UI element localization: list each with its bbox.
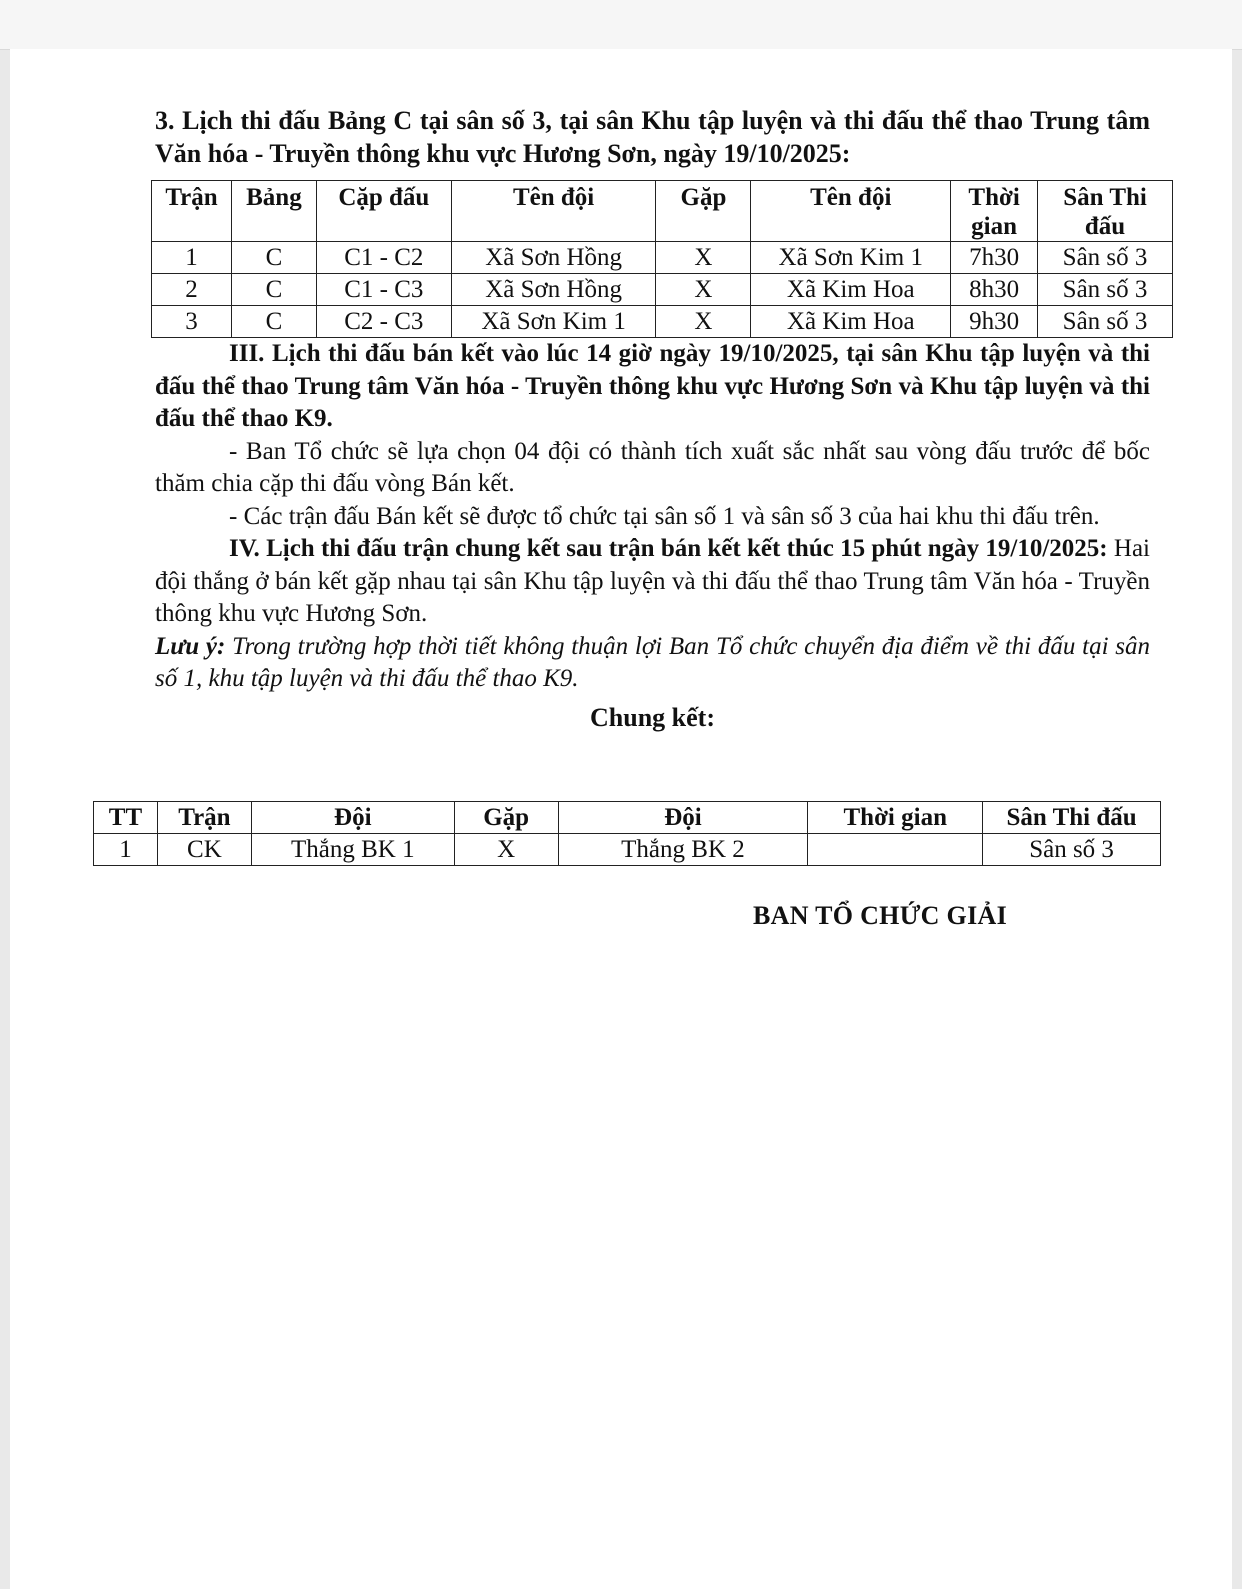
document-page [10, 49, 1232, 1589]
header-cell: Sân Thi đấu [983, 802, 1161, 834]
table-cell: 1 [152, 242, 232, 274]
header-cell: Sân Thi đấu [1038, 181, 1173, 242]
section3-heading: 3. Lịch thi đấu Bảng C tại sân số 3, tại sân Khu tập luyện và thi đấu thể thao Trung tâm Văn hóa - Truyền thông khu vực Hương Sơn, ngày 19/10/2025: [155, 106, 1150, 168]
table-cell: Xã Kim Hoa [751, 306, 951, 338]
header-cell: Đội [558, 802, 808, 834]
note-text: Trong trường hợp thời tiết không thuận lợi Ban Tổ chức chuyển địa điểm về thi đấu tại sân số 1, khu tập luyện và thi đấu thể thao K9. [155, 632, 1150, 692]
header-cell: Đội [251, 802, 454, 834]
table-cell: 8h30 [951, 274, 1038, 306]
top-bar [0, 0, 1242, 50]
table-cell: 9h30 [951, 306, 1038, 338]
table-cell: 7h30 [951, 242, 1038, 274]
final-match-table [93, 801, 1161, 866]
table-cell: Xã Sơn Hồng [451, 242, 656, 274]
table-cell: C [231, 242, 316, 274]
final-section-paragraph [155, 533, 1150, 631]
header-cell: Trận [157, 802, 251, 834]
note-label: Lưu ý: [155, 632, 226, 660]
table-cell: C [231, 274, 316, 306]
header-cell: Bảng [231, 181, 316, 242]
table-cell: C1 - C3 [316, 274, 451, 306]
table-cell: X [656, 306, 751, 338]
table-cell: Xã Sơn Kim 1 [451, 306, 656, 338]
table-header-row [152, 181, 1173, 242]
header-cell: Tên đội [751, 181, 951, 242]
header-cell: Trận [152, 181, 232, 242]
table-cell: Thắng BK 2 [558, 834, 808, 866]
table-cell: 3 [152, 306, 232, 338]
table-cell: C [231, 306, 316, 338]
table-cell: X [454, 834, 558, 866]
table-row [94, 834, 1161, 866]
table-cell: Xã Kim Hoa [751, 274, 951, 306]
table-cell [808, 834, 983, 866]
signature: BAN TỔ CHỨC GIẢI [753, 901, 1007, 930]
table-cell: X [656, 242, 751, 274]
table-row [152, 306, 1173, 338]
header-cell: Tên đội [451, 181, 656, 242]
table-cell: Thắng BK 1 [251, 834, 454, 866]
table-cell: Xã Sơn Hồng [451, 274, 656, 306]
table-cell: C1 - C2 [316, 242, 451, 274]
header-cell: Gặp [656, 181, 751, 242]
table-cell: Xã Sơn Kim 1 [751, 242, 951, 274]
table-cell: X [656, 274, 751, 306]
table-cell: 2 [152, 274, 232, 306]
table-cell: Sân số 3 [1038, 306, 1173, 338]
header-cell: Cặp đấu [316, 181, 451, 242]
header-cell: Thời gian [808, 802, 983, 834]
document-content [155, 104, 1150, 735]
table-header-row [94, 802, 1161, 834]
table-cell: 1 [94, 834, 158, 866]
table-cell: CK [157, 834, 251, 866]
table-cell: Sân số 3 [1038, 274, 1173, 306]
final-title: Chung kết: [590, 702, 715, 732]
table-row [152, 274, 1173, 306]
note-paragraph [155, 631, 1150, 696]
header-cell: TT [94, 802, 158, 834]
final-heading-rest: Hai đội thắng ở bán kết gặp nhau tại sân Khu tập luyện và thi đấu thể thao Trung tâm Văn hóa - Truyền thông khu vực Hương Sơn. [155, 535, 1150, 627]
header-cell: Gặp [454, 802, 558, 834]
final-heading: IV. Lịch thi đấu trận chung kết sau trận bán kết kết thúc 15 phút ngày 19/10/2025: [229, 535, 1108, 562]
semifinal-bullet-1: - Ban Tổ chức sẽ lựa chọn 04 đội có thành tích xuất sắc nhất sau vòng đấu trước để bốc thăm chia cặp thi đấu vòng Bán kết. [155, 437, 1150, 497]
semifinal-bullet-2: - Các trận đấu Bán kết sẽ được tổ chức tại sân số 1 và sân số 3 của hai khu thi đấu trên. [229, 502, 1100, 530]
table-cell: Sân số 3 [1038, 242, 1173, 274]
group-c-schedule-table [151, 180, 1173, 338]
semifinal-heading: III. Lịch thi đấu bán kết vào lúc 14 giờ ngày 19/10/2025, tại sân Khu tập luyện và thi đấu thể thao Trung tâm Văn hóa - Truyền thông khu vực Hương Sơn và Khu tập luyện và thi đấu thể thao K9. [155, 340, 1150, 432]
header-cell: Thời gian [951, 181, 1038, 242]
table-row [152, 242, 1173, 274]
table-cell: C2 - C3 [316, 306, 451, 338]
table-cell: Sân số 3 [983, 834, 1161, 866]
